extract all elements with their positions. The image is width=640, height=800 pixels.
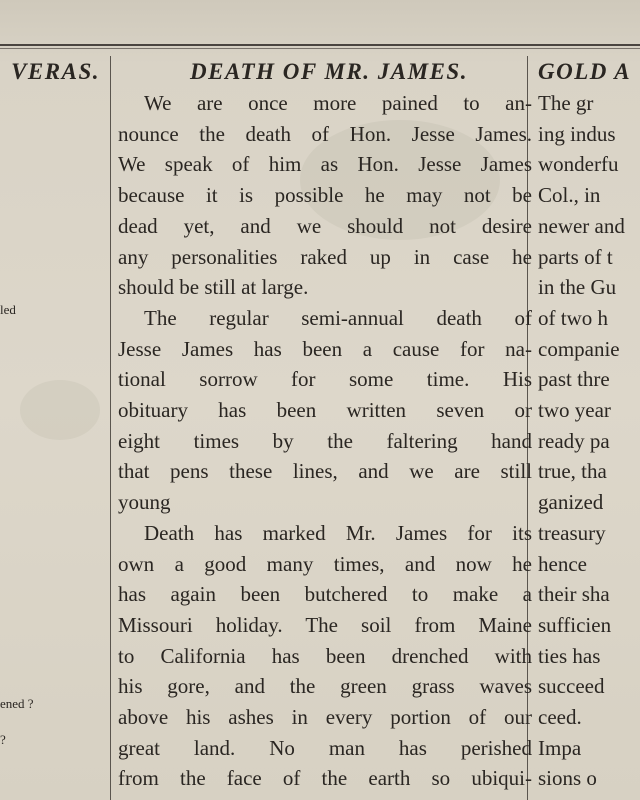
right-column-line: companie (538, 336, 620, 361)
article-line: young (118, 490, 171, 515)
right-column-line: sufficien (538, 612, 612, 637)
article-line: We speak of him as Hon. Jesse James (118, 152, 532, 177)
article-line: because it is possible he may not be (118, 183, 532, 208)
article-line: nounce the death of Hon. Jesse James. (118, 121, 532, 146)
article-line: great land. No man has perished (118, 735, 532, 760)
article-line: tional sorrow for some time. His (118, 367, 532, 392)
article-line: own a good many times, and now he (118, 551, 532, 576)
article-line: dead yet, and we should not desire (118, 213, 532, 238)
right-column-line: Impa (538, 735, 582, 760)
left-column-snippet: ened ? (0, 696, 34, 711)
right-column-line: ties has (538, 643, 601, 668)
article-line: any personalities raked up in case he (118, 244, 532, 269)
article-headline: DEATH OF MR. JAMES. (190, 59, 468, 84)
article-line: eight times by the faltering hand (118, 428, 532, 453)
right-column-line: parts of t (538, 244, 613, 269)
right-column-line: ceed. (538, 705, 582, 730)
left-column (0, 56, 102, 800)
right-column-line: The gr (538, 91, 594, 115)
article-line: above his ashes in every portion of our (118, 705, 532, 730)
article-line: We are once more pained to an- (144, 91, 532, 115)
article-line: to California has been drenched with (118, 643, 532, 668)
right-column-line: hence (538, 551, 587, 576)
right-column-heading: GOLD A (538, 59, 632, 84)
right-column-line: of two h (538, 305, 608, 330)
column-rule-left (110, 56, 111, 800)
article-line: Missouri holiday. The soil from Maine (118, 612, 532, 637)
right-column-body (538, 88, 640, 794)
article-line: has again been butchered to make a (118, 582, 532, 607)
article-line: obituary has been written seven or (118, 398, 532, 423)
right-column-line: succeed (538, 674, 605, 699)
article-line: his gore, and the green grass waves (118, 674, 532, 699)
right-column-line: treasury (538, 520, 606, 545)
left-column-snippet: ? (0, 732, 6, 747)
right-column-line: ing indus (538, 121, 616, 146)
right-column-line: wonderfu (538, 152, 619, 177)
right-column-line: past thre (538, 367, 610, 392)
right-column-line: Col., in (538, 183, 601, 208)
article-line: The regular semi-annual death of (144, 305, 532, 330)
right-column-line: sions o (538, 766, 597, 791)
article-body (118, 88, 532, 794)
right-column-line: newer and (538, 213, 625, 238)
left-column-snippet: led (0, 302, 16, 317)
right-column (538, 56, 640, 800)
right-column-line: in the Gu (538, 275, 617, 300)
right-column-line: true, tha (538, 459, 607, 484)
article-line: from the face of the earth so ubiqui- (118, 766, 532, 791)
right-column-line: two year (538, 398, 611, 423)
article-line: should be still at large. (118, 275, 309, 300)
top-rule (0, 44, 640, 46)
right-column-line: ready pa (538, 428, 610, 453)
main-article (118, 56, 532, 800)
right-column-line: their sha (538, 582, 610, 607)
left-column-heading: VERAS. (11, 59, 100, 84)
top-rule-thin (0, 48, 640, 49)
article-line: Death has marked Mr. James for its (144, 520, 532, 545)
article-line: Jesse James has been a cause for na- (118, 336, 532, 361)
right-column-line: ganized (538, 490, 604, 515)
article-line: that pens these lines, and we are still (118, 459, 532, 484)
